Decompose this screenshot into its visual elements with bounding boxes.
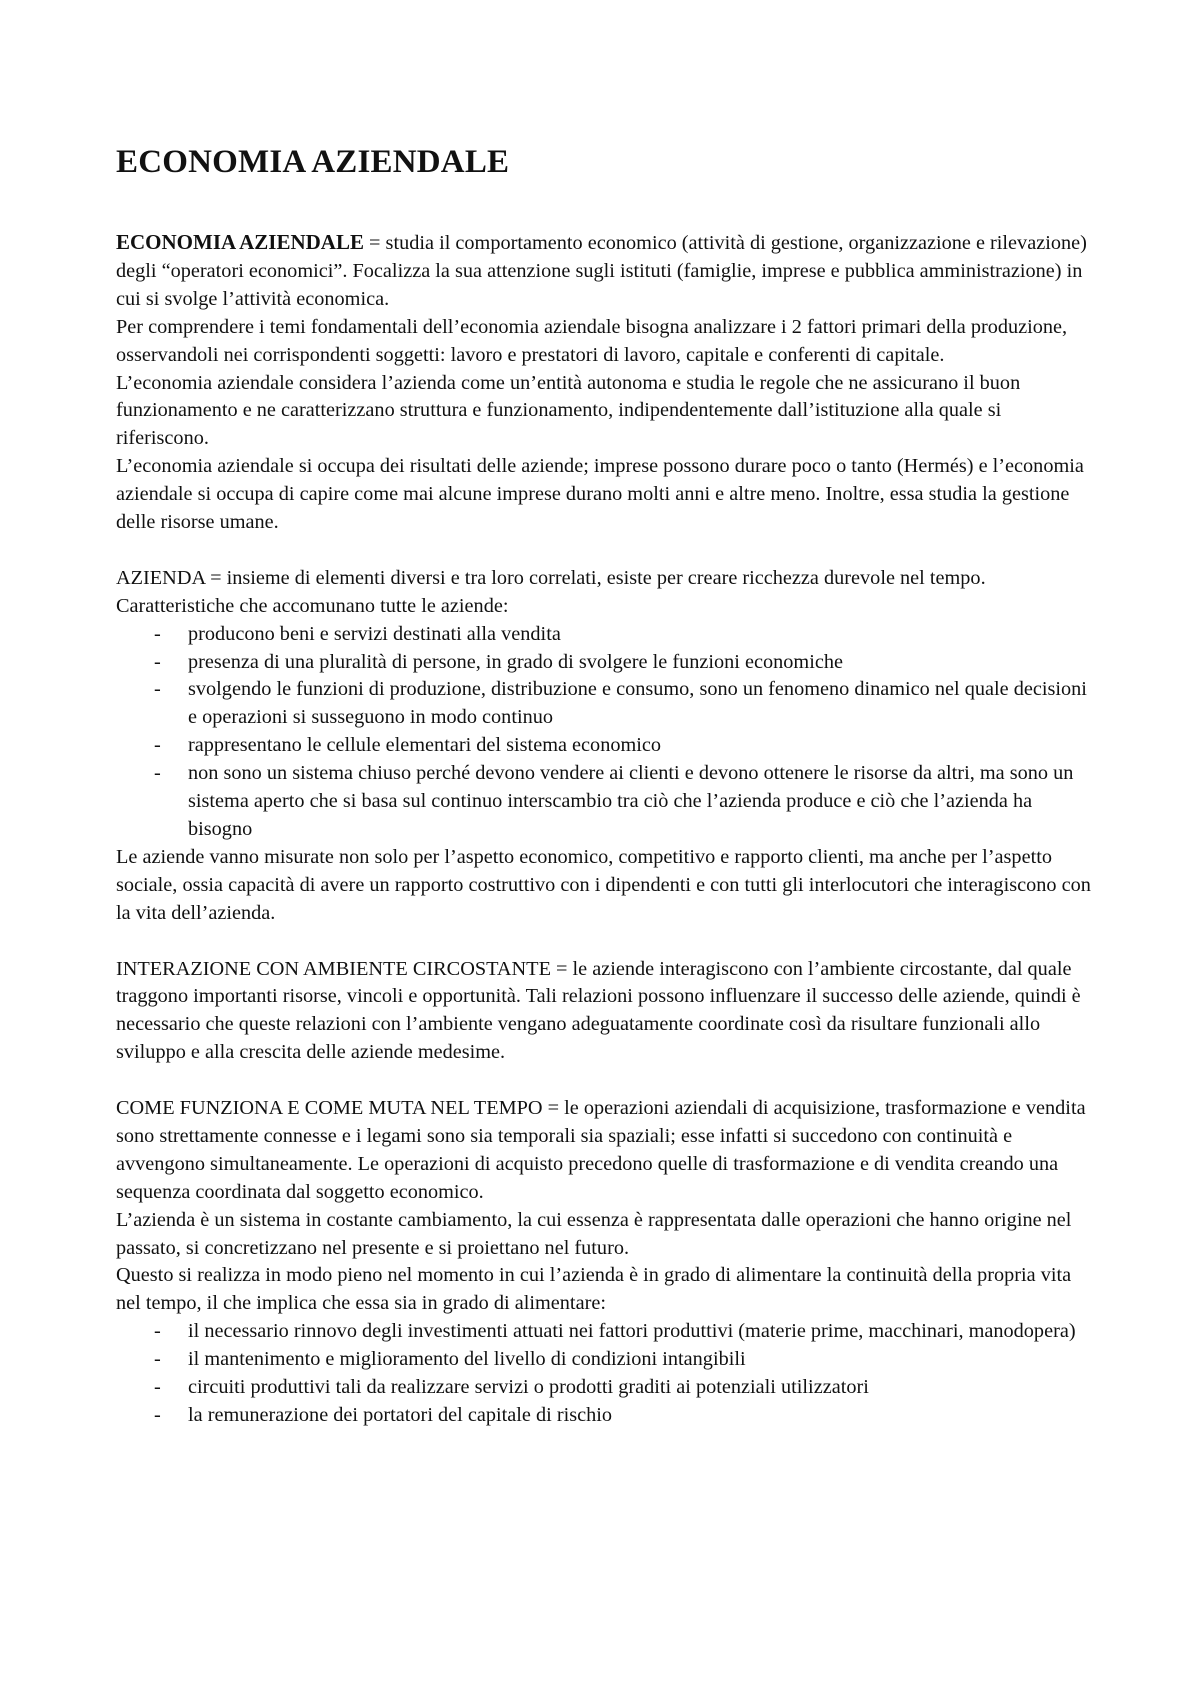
continuity-list [116, 1318, 1091, 1430]
azienda-definition: AZIENDA = insieme di elementi diversi e tra loro correlati, esiste per creare ricchezza durevole nel tempo. [116, 566, 986, 589]
paragraph: Per comprendere i temi fondamentali dell’economia aziendale bisogna analizzare i 2 fattori primari della produzione, osservandoli nei corrispondenti soggetti: lavoro e prestatori di lavoro, capitale e conferenti di capitale. [116, 315, 1068, 366]
list-item: - svolgendo le funzioni di produzione, distribuzione e consumo, sono un fenomeno dinamico nel quale decisioni e operazioni si susseguono in modo continuo [154, 678, 1087, 729]
interazione-paragraph: INTERAZIONE CON AMBIENTE CIRCOSTANTE = le aziende interagiscono con l’ambiente circostante, dal quale traggono importanti risorse, vincoli e opportunità. Tali relazioni possono influenzare il successo delle aziende, quindi è necessario che queste relazioni con l’ambiente vengano adeguatamente coordinate così da risultare funzionali allo sviluppo e alla crescita delle aziende medesime. [116, 957, 1081, 1064]
list-item: - il necessario rinnovo degli investimenti attuati nei fattori produttivi (materie prime, macchinari, manodopera) [154, 1320, 1076, 1343]
paragraph: L’azienda è un sistema in costante cambiamento, la cui essenza è rappresentata dalle operazioni che hanno origine nel passato, si concretizzano nel presente e si proiettano nel futuro. [116, 1208, 1072, 1259]
funziona-paragraph: COME FUNZIONA E COME MUTA NEL TEMPO = le operazioni aziendali di acquisizione, trasformazione e vendita sono strettamente connesse e i legami sono sia temporali sia spaziali; esse infatti si succedono con continuità e avvengono simultaneamente. Le operazioni di acquisto precedono quelle di trasformazione e di vendita creando una sequenza coordinata dal soggetto economico. [116, 1097, 1086, 1203]
paragraph: L’economia aziendale considera l’azienda come un’entità autonoma e studia le regole che ne assicurano il buon funzionamento e ne caratterizzano struttura e funzionamento, indipendentemente dall’istituzione alla quale si riferiscono. [116, 371, 1021, 450]
paragraph: Le aziende vanno misurate non solo per l’aspetto economico, competitivo e rapporto clienti, ma anche per l’aspetto sociale, ossia capacità di avere un rapporto costruttivo con i dipendenti e con tutti gli interlocutori che interagiscono con la vita dell’azienda. [116, 845, 1091, 924]
paragraph: Caratteristiche che accomunano tutte le aziende: [116, 594, 509, 617]
list-item: - la remunerazione dei portatori del capitale di rischio [154, 1404, 613, 1427]
lead-definition: = studia il comportamento economico (attività di gestione, organizzazione e rilevazione) degli “operatori economici”. Focalizza la sua attenzione sugli istituti (famiglie, imprese e pubblica amministrazione) in cui si svolge l’attività economica. [116, 232, 1087, 310]
list-item: - non sono un sistema chiuso perché devono vendere ai clienti e devono ottenere le risorse da altri, ma sono un sistema aperto che si basa sul continuo interscambio tra ciò che l’azienda produce e ciò che l’azienda ha bisogno [154, 762, 1074, 841]
page-title: ECONOMIA AZIENDALE [116, 144, 510, 180]
lead-term: ECONOMIA AZIENDALE [116, 230, 364, 254]
list-item: - presenza di una pluralità di persone, in grado di svolgere le funzioni economiche [154, 650, 843, 673]
list-item: - producono beni e servizi destinati alla vendita [154, 622, 561, 645]
list-item: - il mantenimento e miglioramento del livello di condizioni intangibili [154, 1348, 746, 1371]
paragraph: Questo si realizza in modo pieno nel momento in cui l’azienda è in grado di alimentare la continuità della propria vita nel tempo, il che implica che essa sia in grado di alimentare: [116, 1264, 1072, 1315]
list-item: - rappresentano le cellule elementari del sistema economico [154, 734, 662, 757]
characteristics-list [116, 621, 1091, 844]
document-page [116, 140, 1091, 1430]
paragraph: L’economia aziendale si occupa dei risultati delle aziende; imprese possono durare poco o tanto (Hermés) e l’economia aziendale si occupa di capire come mai alcune imprese durano molti anni e altre meno. Inoltre, essa studia la gestione delle risorse umane. [116, 455, 1084, 534]
intro-paragraph [116, 229, 1091, 314]
list-item: - circuiti produttivi tali da realizzare servizi o prodotti graditi ai potenziali utilizzatori [154, 1376, 869, 1399]
